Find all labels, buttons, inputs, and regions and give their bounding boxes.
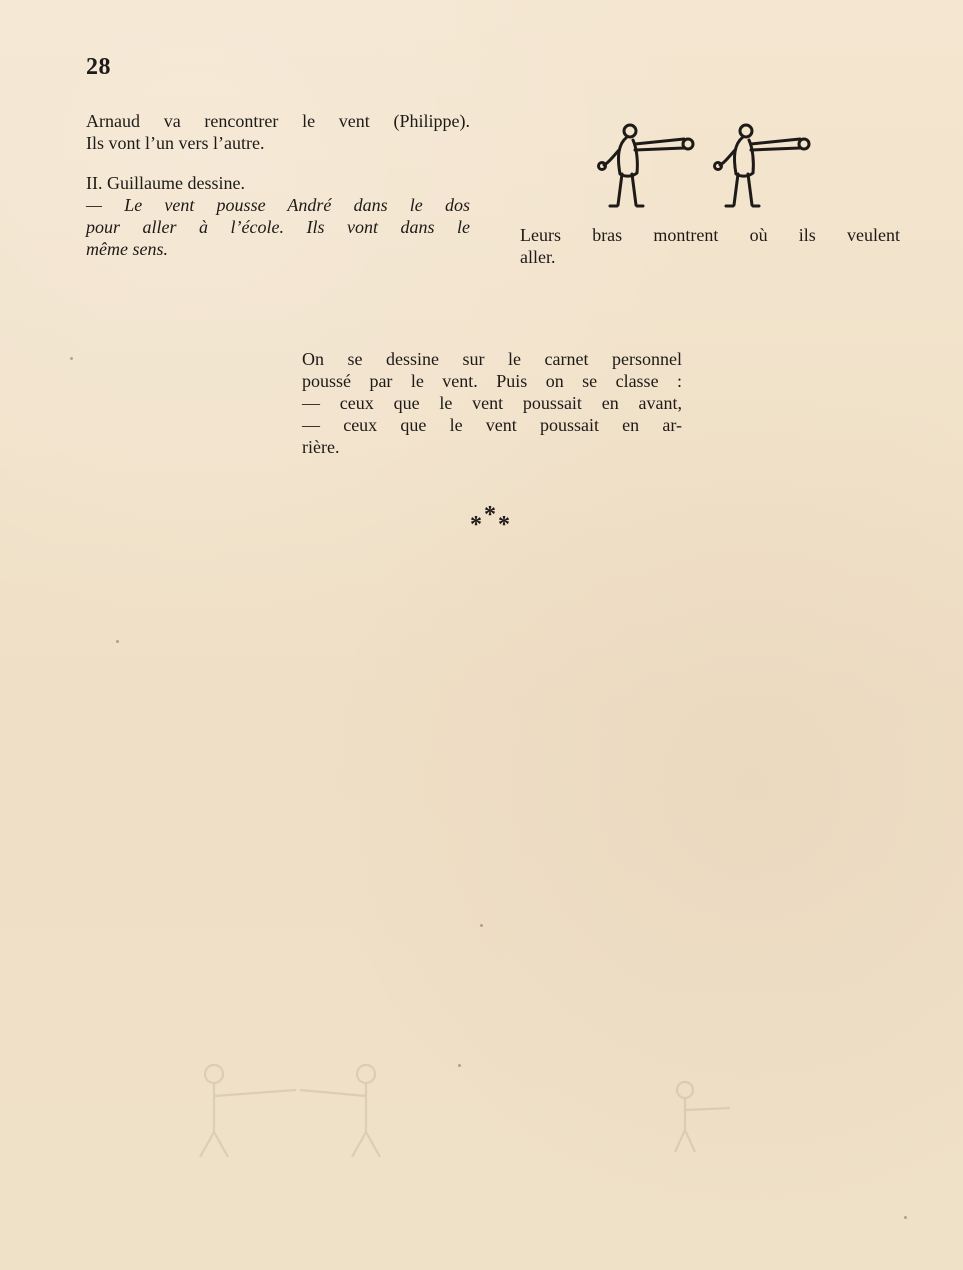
caption-line-2: aller. <box>520 247 556 267</box>
section-separator <box>470 503 516 537</box>
left-line-3: II. Guillaume dessine. <box>86 173 245 193</box>
separator-star-3: * <box>498 512 510 538</box>
paper-speck <box>116 640 119 643</box>
bleed-through-figure-right <box>620 1080 740 1160</box>
paragraph-gap <box>86 154 470 172</box>
center-line-1: On se dessine sur le carnet personnel <box>302 349 682 369</box>
left-line-5: pour aller à l’école. Ils vont dans le <box>86 217 470 237</box>
bleed-through-figure-left-svg <box>186 1062 406 1162</box>
bleed-through-figure-left <box>186 1062 406 1162</box>
center-line-2: poussé par le vent. Puis on se classe : <box>302 371 682 391</box>
paper-speck <box>458 1064 461 1067</box>
right-stick-figure <box>715 125 810 206</box>
separator-star-1: * <box>470 512 482 538</box>
stick-figures-illustration <box>592 117 817 217</box>
left-text-block <box>86 110 470 260</box>
center-line-4: — ceux que le vent poussait en ar- <box>302 415 682 435</box>
left-line-4: — Le vent pousse André dans le dos <box>86 195 470 215</box>
paper-speck <box>904 1216 907 1219</box>
center-line-5: rière. <box>302 437 340 457</box>
paper-speck <box>70 357 73 360</box>
illustration-caption <box>520 224 900 268</box>
left-line-2: Ils vont l’un vers l’autre. <box>86 133 265 153</box>
bleed-through-figure-right-svg <box>620 1080 740 1160</box>
center-line-3: — ceux que le vent poussait en avant, <box>302 393 682 413</box>
center-text-block <box>302 348 682 458</box>
stick-figures-svg <box>592 117 817 217</box>
left-stick-figure <box>599 125 694 206</box>
separator-star-2: * <box>484 502 496 528</box>
page-number: 28 <box>86 54 111 80</box>
left-line-6: même sens. <box>86 239 168 259</box>
paper-speck <box>480 924 483 927</box>
left-line-1: Arnaud va rencontrer le vent (Philippe). <box>86 111 470 131</box>
caption-line-1: Leurs bras montrent où ils veulent <box>520 225 900 245</box>
